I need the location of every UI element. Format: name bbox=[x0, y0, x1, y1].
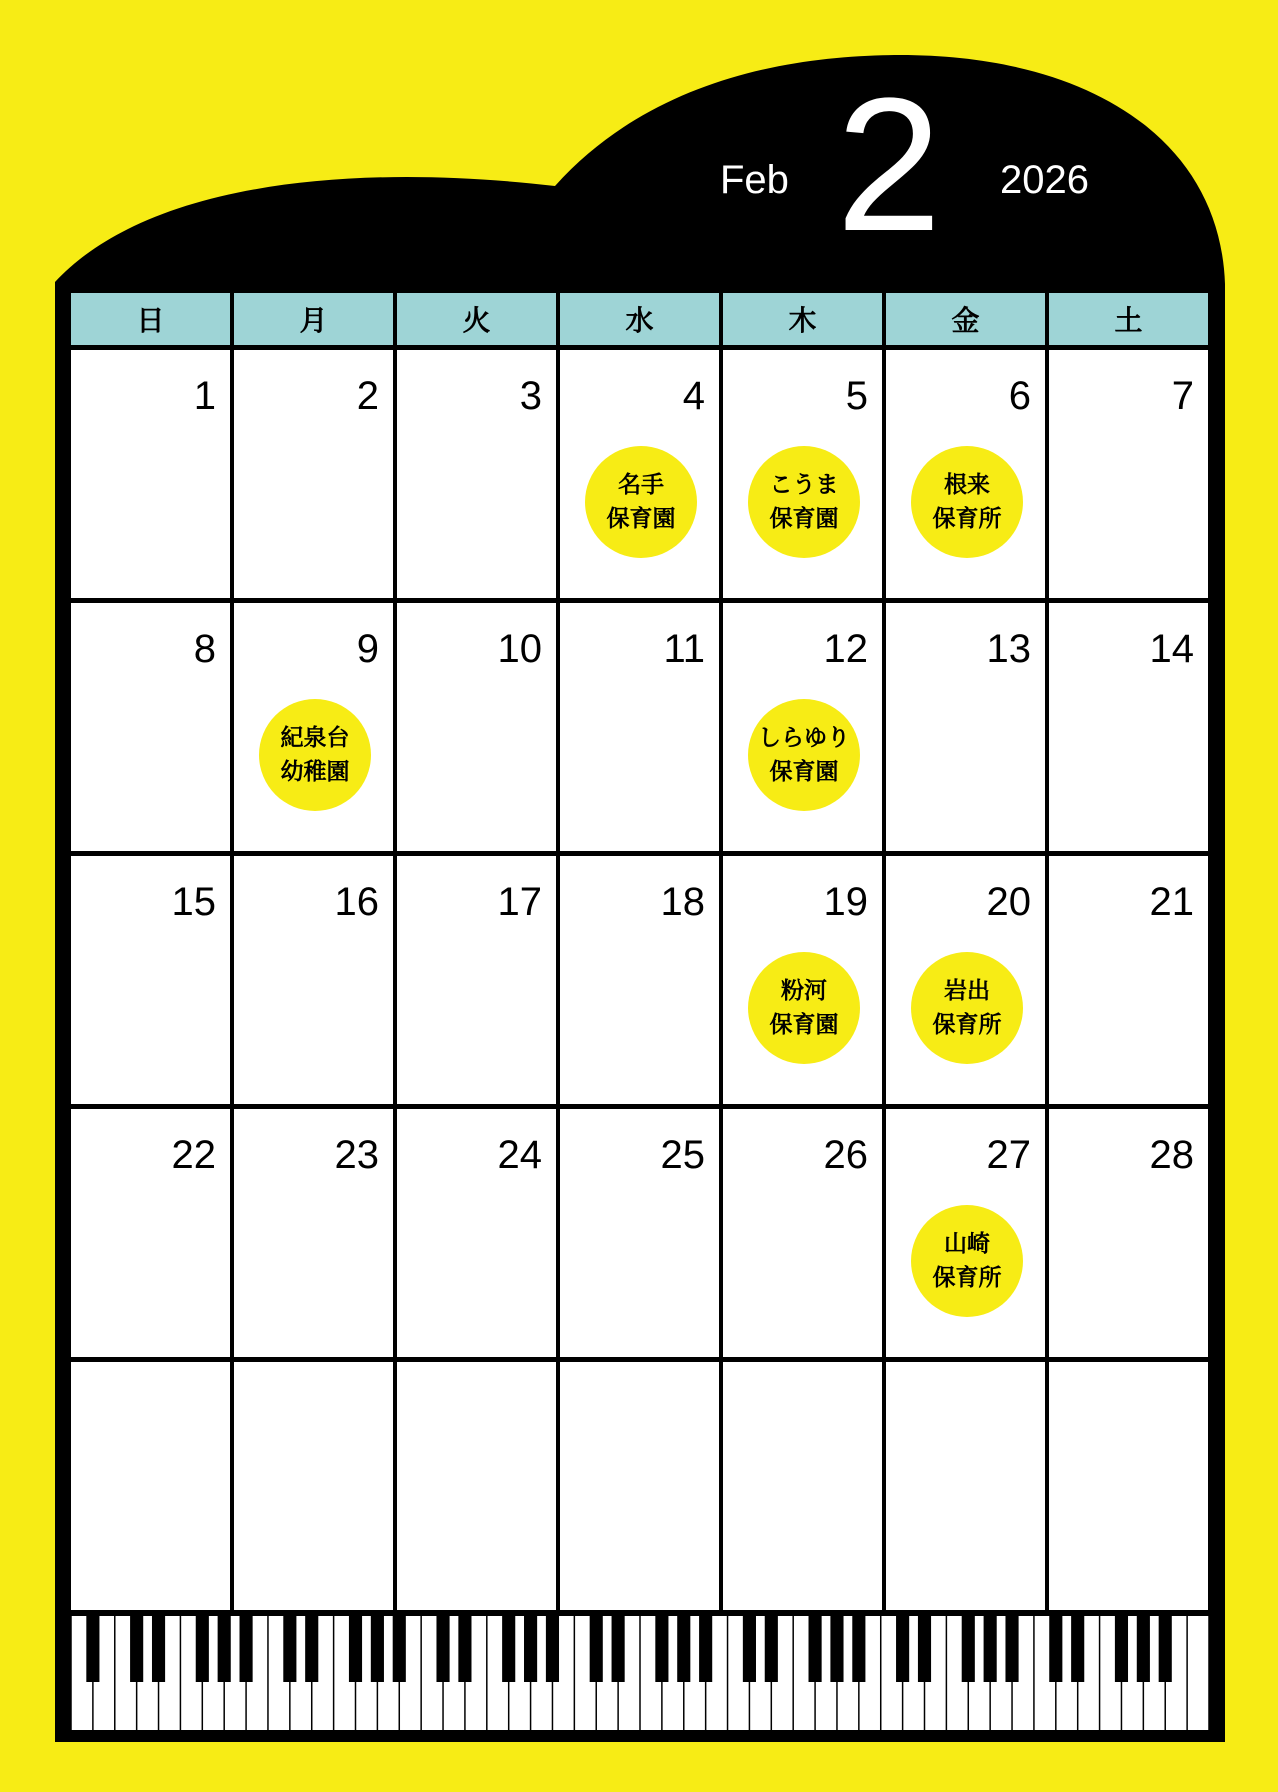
black-key bbox=[1071, 1616, 1084, 1682]
day-number: 8 bbox=[193, 627, 216, 671]
month-number: 2 bbox=[836, 59, 942, 271]
day-number: 16 bbox=[334, 880, 379, 924]
day-cell[interactable] bbox=[71, 1109, 230, 1357]
day-cell[interactable] bbox=[560, 856, 719, 1104]
black-key bbox=[130, 1616, 143, 1682]
weekday-wednesday: 水 bbox=[560, 293, 719, 345]
day-number: 22 bbox=[171, 1133, 216, 1177]
day-number: 4 bbox=[682, 374, 705, 418]
day-cell[interactable] bbox=[886, 350, 1045, 598]
calendar-grid bbox=[71, 293, 1208, 1610]
black-key bbox=[283, 1616, 296, 1682]
day-number: 27 bbox=[986, 1133, 1031, 1177]
day-number: 13 bbox=[986, 627, 1031, 671]
day-cell[interactable] bbox=[71, 856, 230, 1104]
weekday-tuesday: 火 bbox=[397, 293, 556, 345]
day-number: 12 bbox=[823, 627, 868, 671]
day-cell[interactable] bbox=[1049, 1109, 1208, 1357]
black-key bbox=[655, 1616, 668, 1682]
black-key bbox=[1115, 1616, 1128, 1682]
day-cell[interactable] bbox=[71, 350, 230, 598]
day-cell[interactable] bbox=[234, 1109, 393, 1357]
day-number: 21 bbox=[1149, 880, 1194, 924]
black-key bbox=[305, 1616, 318, 1682]
black-key bbox=[743, 1616, 756, 1682]
day-cell[interactable] bbox=[234, 350, 393, 598]
day-number: 25 bbox=[660, 1133, 705, 1177]
day-cell[interactable] bbox=[1049, 603, 1208, 851]
day-number: 2 bbox=[356, 374, 379, 418]
day-cell[interactable] bbox=[560, 1362, 719, 1610]
black-key bbox=[1049, 1616, 1062, 1682]
black-key bbox=[371, 1616, 384, 1682]
black-key bbox=[458, 1616, 471, 1682]
day-cell[interactable] bbox=[397, 1362, 556, 1610]
black-key bbox=[612, 1616, 625, 1682]
day-cell[interactable] bbox=[397, 603, 556, 851]
black-key bbox=[196, 1616, 209, 1682]
day-cell[interactable] bbox=[886, 1362, 1045, 1610]
weekday-sunday: 日 bbox=[71, 293, 230, 345]
day-cell[interactable] bbox=[1049, 1362, 1208, 1610]
black-key bbox=[852, 1616, 865, 1682]
weekday-friday: 金 bbox=[886, 293, 1045, 345]
day-number: 14 bbox=[1149, 627, 1194, 671]
weekday-monday: 月 bbox=[234, 293, 393, 345]
year-label: 2026 bbox=[1000, 158, 1089, 202]
day-cell[interactable] bbox=[560, 350, 719, 598]
black-key bbox=[218, 1616, 231, 1682]
black-key bbox=[809, 1616, 822, 1682]
day-cell[interactable] bbox=[560, 603, 719, 851]
day-number: 3 bbox=[519, 374, 542, 418]
black-key bbox=[240, 1616, 253, 1682]
black-key bbox=[152, 1616, 165, 1682]
day-number: 10 bbox=[497, 627, 542, 671]
black-key bbox=[1137, 1616, 1150, 1682]
black-key bbox=[699, 1616, 712, 1682]
event-badge[interactable]: 山崎 保育所 bbox=[911, 1205, 1023, 1317]
day-number: 7 bbox=[1171, 374, 1194, 418]
black-key bbox=[765, 1616, 778, 1682]
day-cell[interactable] bbox=[71, 1362, 230, 1610]
black-key bbox=[896, 1616, 909, 1682]
day-number: 19 bbox=[823, 880, 868, 924]
day-cell[interactable] bbox=[886, 1109, 1045, 1357]
day-number: 23 bbox=[334, 1133, 379, 1177]
day-cell[interactable] bbox=[723, 1109, 882, 1357]
black-key bbox=[436, 1616, 449, 1682]
weekday-saturday: 土 bbox=[1049, 293, 1208, 345]
day-cell[interactable] bbox=[886, 603, 1045, 851]
day-cell[interactable] bbox=[397, 1109, 556, 1357]
event-badge[interactable]: 紀泉台 幼稚園 bbox=[259, 699, 371, 811]
black-key bbox=[830, 1616, 843, 1682]
black-key bbox=[590, 1616, 603, 1682]
day-cell[interactable] bbox=[234, 1362, 393, 1610]
day-cell[interactable] bbox=[1049, 350, 1208, 598]
day-cell[interactable] bbox=[723, 603, 882, 851]
event-badge[interactable]: しらゆり 保育園 bbox=[748, 699, 860, 811]
day-cell[interactable] bbox=[723, 350, 882, 598]
day-number: 17 bbox=[497, 880, 542, 924]
day-cell[interactable] bbox=[234, 603, 393, 851]
black-key bbox=[1159, 1616, 1172, 1682]
black-key bbox=[918, 1616, 931, 1682]
month-abbreviation: Feb bbox=[720, 158, 789, 202]
day-cell[interactable] bbox=[1049, 856, 1208, 1104]
piano-keyboard bbox=[71, 1616, 1209, 1730]
day-cell[interactable] bbox=[397, 856, 556, 1104]
event-badge[interactable]: 名手 保育園 bbox=[585, 446, 697, 558]
day-number: 26 bbox=[823, 1133, 868, 1177]
black-key bbox=[677, 1616, 690, 1682]
black-key bbox=[984, 1616, 997, 1682]
event-badge[interactable]: 根来 保育所 bbox=[911, 446, 1023, 558]
day-cell[interactable] bbox=[397, 350, 556, 598]
black-key bbox=[524, 1616, 537, 1682]
day-number: 15 bbox=[171, 880, 216, 924]
day-cell[interactable] bbox=[71, 603, 230, 851]
day-number: 5 bbox=[845, 374, 868, 418]
event-badge[interactable]: 粉河 保育園 bbox=[748, 952, 860, 1064]
day-number: 20 bbox=[986, 880, 1031, 924]
event-badge[interactable]: こうま 保育園 bbox=[748, 446, 860, 558]
day-number: 18 bbox=[660, 880, 705, 924]
day-number: 28 bbox=[1149, 1133, 1194, 1177]
event-badge[interactable]: 岩出 保育所 bbox=[911, 952, 1023, 1064]
day-number: 9 bbox=[356, 627, 379, 671]
day-cell[interactable] bbox=[234, 856, 393, 1104]
black-key bbox=[393, 1616, 406, 1682]
black-key bbox=[86, 1616, 99, 1682]
weekday-thursday: 木 bbox=[723, 293, 882, 345]
day-cell[interactable] bbox=[723, 1362, 882, 1610]
black-key bbox=[502, 1616, 515, 1682]
day-cell[interactable] bbox=[886, 856, 1045, 1104]
black-key bbox=[962, 1616, 975, 1682]
piano-lid-shape bbox=[0, 0, 1278, 300]
black-key bbox=[1005, 1616, 1018, 1682]
day-number: 1 bbox=[193, 374, 216, 418]
black-key bbox=[349, 1616, 362, 1682]
day-number: 11 bbox=[663, 627, 705, 671]
day-number: 24 bbox=[497, 1133, 542, 1177]
day-cell[interactable] bbox=[723, 856, 882, 1104]
black-key bbox=[546, 1616, 559, 1682]
day-number: 6 bbox=[1008, 374, 1031, 418]
day-cell[interactable] bbox=[560, 1109, 719, 1357]
